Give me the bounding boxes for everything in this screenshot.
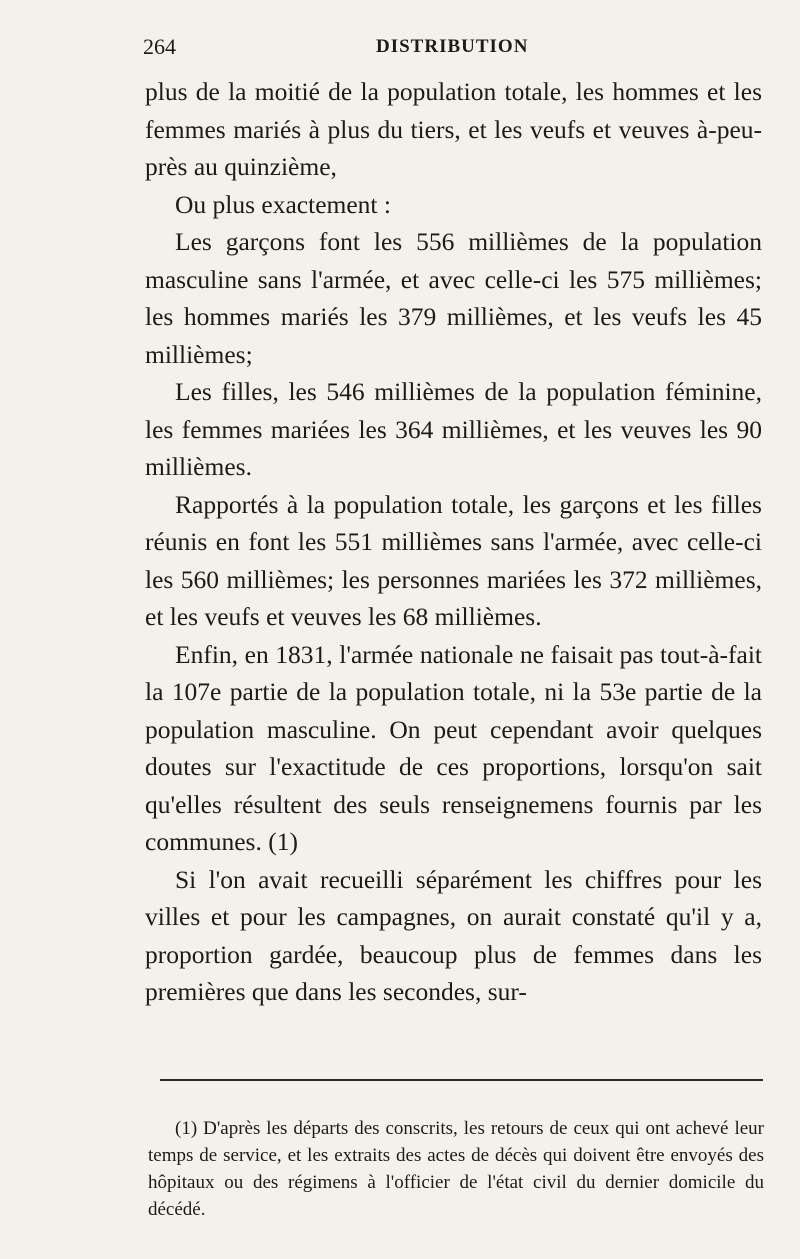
page-header xyxy=(143,34,763,64)
paragraph-1: plus de la moitié de la population totale, les hommes et les femmes mariés à plus du tiers, et les veufs et veuves à-peu-près au quinzième, xyxy=(145,77,762,181)
paragraph-5: Rapportés à la population totale, les garçons et les filles réunis en font les 551 millièmes sans l'armée, avec celle-ci les 560 millièmes; les personnes mariées les 372 millièmes, et les veufs et veuves les 68 millièmes. xyxy=(145,489,762,631)
footnote xyxy=(148,1115,764,1223)
paragraph-4: Les filles, les 546 millièmes de la population féminine, les femmes mariées les 364 millièmes, et les veuves les 90 millièmes. xyxy=(145,377,762,481)
paragraph-6: Enfin, en 1831, l'armée nationale ne faisait pas tout-à-fait la 107e partie de la population totale, ni la 53e partie de la population masculine. On peut cependant avoir quelques doutes sur l'exactitude de ces proportions, lorsqu'on sait qu'elles résultent des seuls renseignemens fournis par les communes. (1) xyxy=(145,639,762,856)
paragraph-3: Les garçons font les 556 millièmes de la population masculine sans l'armée, et avec celle-ci les 575 millièmes; les hommes mariés les 379 millièmes, et les veufs les 45 millièmes; xyxy=(145,227,762,369)
paragraph-2: Ou plus exactement : xyxy=(175,189,391,219)
body-text xyxy=(145,73,762,1011)
running-title: DISTRIBUTION xyxy=(376,36,529,57)
footnote-divider xyxy=(160,1079,763,1081)
paragraph-7: Si l'on avait recueilli séparément les chiffres pour les villes et pour les campagnes, on aurait constaté qu'il y a, proportion gardée, beaucoup plus de femmes dans les premières que dans les secondes, sur- xyxy=(145,864,762,1006)
page-number: 264 xyxy=(143,34,176,59)
footnote-text: (1) D'après les départs des conscrits, les retours de ceux qui ont achevé leur temps de service, et les extraits des actes de décès qui doivent être envoyés des hôpitaux ou des régimens à l'officier de l'état civil du dernier domicile du décédé. xyxy=(148,1118,764,1220)
